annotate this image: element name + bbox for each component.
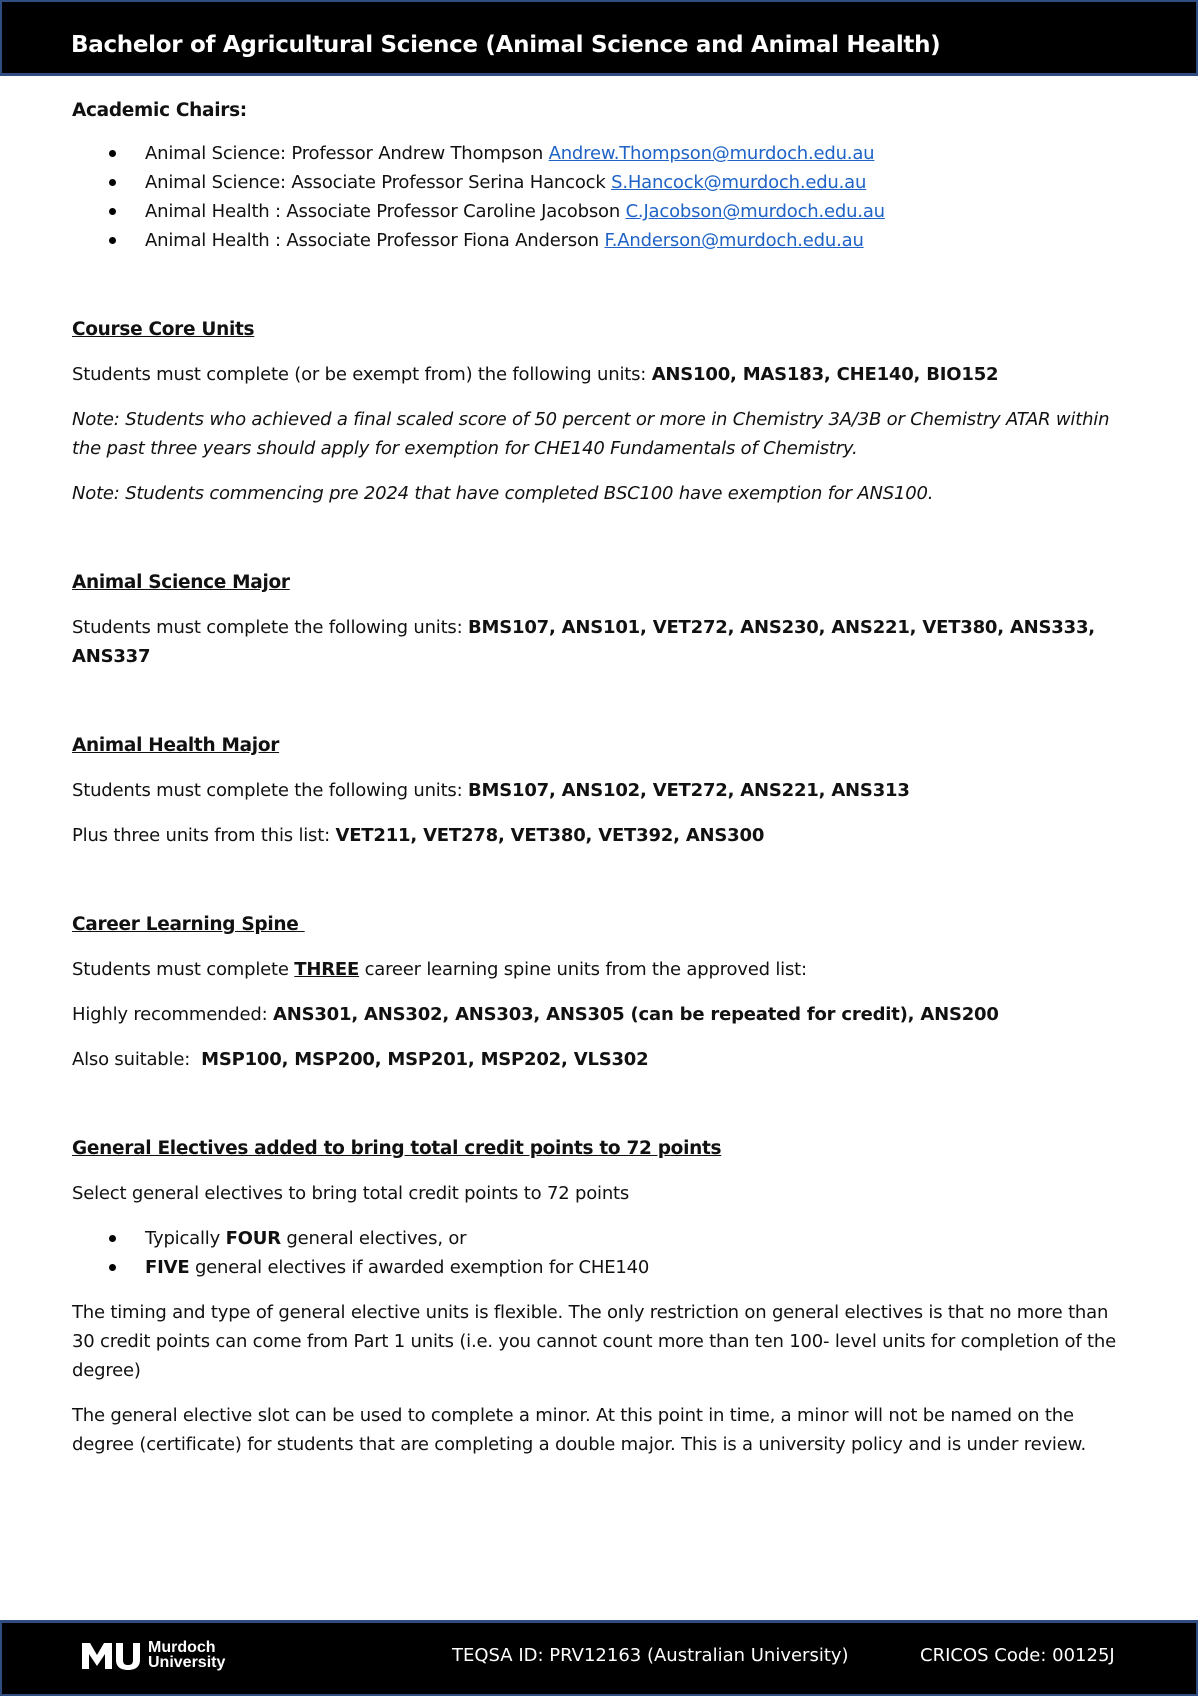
electives-list <box>72 1224 1132 1282</box>
page-header <box>0 0 1198 76</box>
chair-email-link[interactable]: F.Anderson@murdoch.edu.au <box>604 230 864 251</box>
document-body <box>72 96 1132 1475</box>
murdoch-logo-icon <box>80 1639 144 1671</box>
academic-chairs-list <box>72 139 1132 255</box>
page-footer <box>0 1620 1198 1696</box>
animal-science-units: BMS107, ANS101, VET272, ANS230, ANS221, VET380, ANS333, ANS337 <box>72 617 1095 667</box>
career-spine-recommended: Highly recommended: ANS301, ANS302, ANS303, ANS305 (can be repeated for credit), ANS200 <box>72 1004 999 1025</box>
electives-intro: Select general electives to bring total credit points to 72 points <box>72 1183 630 1204</box>
bullet-icon <box>109 237 116 244</box>
list-item: FIVE general electives if awarded exemption for CHE140 <box>72 1253 1132 1282</box>
career-spine-heading: Career Learning Spine <box>72 914 305 935</box>
list-item <box>72 168 1132 197</box>
chair-role: Animal Science: Associate Professor Serina Hancock <box>145 172 612 193</box>
animal-health-major-heading: Animal Health Major <box>72 735 280 756</box>
core-units-note-chemistry: Note: Students who achieved a final scaled score of 50 percent or more in Chemistry 3A/3B or Chemistry ATAR within the past three years should apply for exemption for CHE140 Fundamentals of Chemistry. <box>72 409 1110 459</box>
career-spine-intro: Students must complete THREE career learning spine units from the approved list: <box>72 959 807 980</box>
list-item: Typically FOUR general electives, or <box>72 1224 1132 1253</box>
electives-paragraph-timing: The timing and type of general elective units is flexible. The only restriction on general electives is that no more than 30 credit points can come from Part 1 units (i.e. you cannot count more than ten 100- level units for completion of the degree) <box>72 1302 1116 1381</box>
core-units-text: Students must complete (or be exempt from) the following units: ANS100, MAS183, CHE140, BIO152 <box>72 364 999 385</box>
cricos-code: CRICOS Code: 00125J <box>920 1645 1115 1666</box>
career-spine-count: THREE <box>294 959 360 980</box>
animal-health-plus-units: VET211, VET278, VET380, VET392, ANS300 <box>335 825 765 846</box>
chair-email-link[interactable]: C.Jacobson@murdoch.edu.au <box>625 201 885 222</box>
teqsa-id: TEQSA ID: PRV12163 (Australian University) <box>452 1645 849 1666</box>
core-units-list: ANS100, MAS183, CHE140, BIO152 <box>651 364 999 385</box>
chair-email-link[interactable]: S.Hancock@murdoch.edu.au <box>611 172 867 193</box>
bullet-icon <box>109 208 116 215</box>
logo-text: Murdoch University <box>148 1639 226 1671</box>
list-item <box>72 197 1132 226</box>
animal-health-major-text: Students must complete the following units: BMS107, ANS102, VET272, ANS221, ANS313 <box>72 780 910 801</box>
electives-heading: General Electives added to bring total credit points to 72 points <box>72 1138 722 1159</box>
electives-paragraph-minor: The general elective slot can be used to complete a minor. At this point in time, a minor will not be named on the degree (certificate) for students that are completing a double major. This is a university policy and is under review. <box>72 1405 1086 1455</box>
animal-health-plus-text: Plus three units from this list: VET211, VET278, VET380, VET392, ANS300 <box>72 825 765 846</box>
bullet-icon <box>109 150 116 157</box>
bullet-icon <box>109 1264 116 1271</box>
bullet-icon <box>109 1235 116 1242</box>
document-title: Bachelor of Agricultural Science (Animal Science and Animal Health) <box>71 32 941 58</box>
academic-chairs-heading: Academic Chairs: <box>72 100 247 121</box>
suitable-units: MSP100, MSP200, MSP201, MSP202, VLS302 <box>201 1049 649 1070</box>
chair-role: Animal Health : Associate Professor Caroline Jacobson <box>145 201 626 222</box>
animal-science-major-text: Students must complete the following units: BMS107, ANS101, VET272, ANS230, ANS221, VET380, ANS333, ANS337 <box>72 617 1095 667</box>
career-spine-suitable: Also suitable: MSP100, MSP200, MSP201, MSP202, VLS302 <box>72 1049 649 1070</box>
list-item <box>72 226 1132 255</box>
recommended-units: ANS301, ANS302, ANS303, ANS305 (can be repeated for credit), ANS200 <box>273 1004 999 1025</box>
core-units-note-bsc100: Note: Students commencing pre 2024 that have completed BSC100 have exemption for ANS100. <box>72 483 934 504</box>
murdoch-logo <box>80 1633 225 1677</box>
bullet-icon <box>109 179 116 186</box>
chair-role: Animal Health : Associate Professor Fiona Anderson <box>145 230 605 251</box>
animal-health-units: BMS107, ANS102, VET272, ANS221, ANS313 <box>468 780 910 801</box>
animal-science-major-heading: Animal Science Major <box>72 572 290 593</box>
chair-role: Animal Science: Professor Andrew Thompson <box>145 143 549 164</box>
list-item <box>72 139 1132 168</box>
chair-email-link[interactable]: Andrew.Thompson@murdoch.edu.au <box>548 143 875 164</box>
core-units-heading: Course Core Units <box>72 319 255 340</box>
